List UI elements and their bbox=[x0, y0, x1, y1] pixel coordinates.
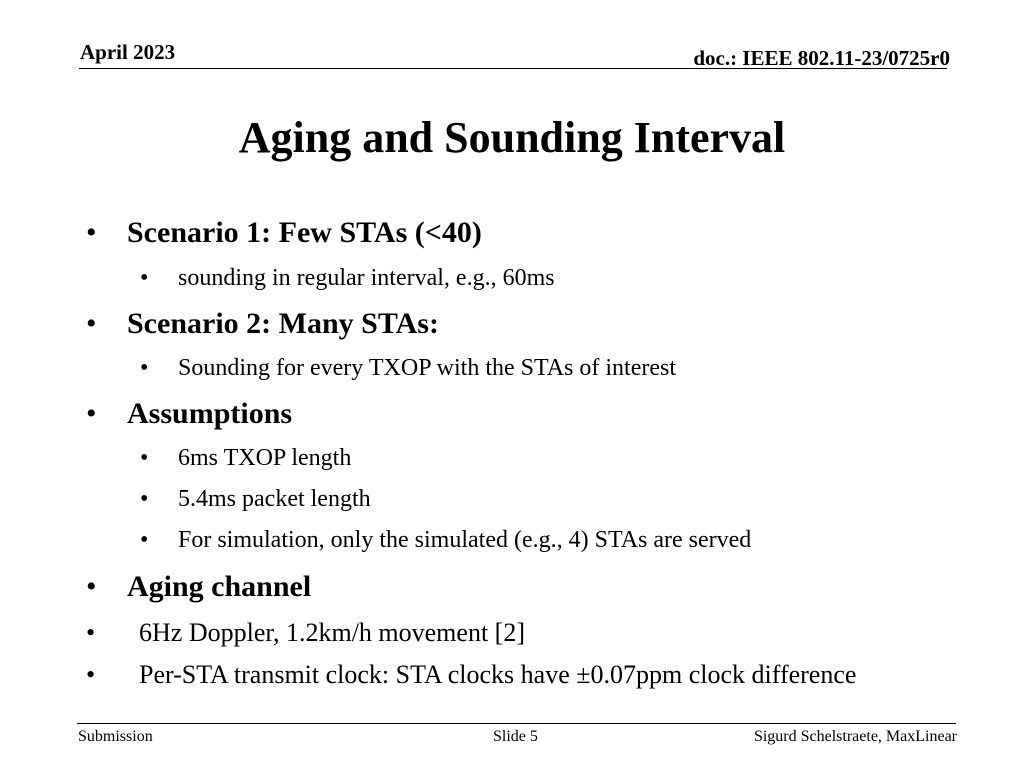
sub-bullet-text: Sounding for every TXOP with the STAs of interest bbox=[178, 355, 677, 381]
sub-bullet-text: sounding in regular interval, e.g., 60ms bbox=[178, 265, 555, 291]
bullet-icon: • bbox=[140, 355, 149, 381]
bullet-text: Aging channel bbox=[127, 570, 312, 603]
sub-bullet-text: 6ms TXOP length bbox=[178, 445, 352, 471]
bullet-text: Assumptions bbox=[127, 397, 293, 430]
footer-submission: Submission bbox=[78, 728, 153, 745]
sub-bullet-text: For simulation, only the simulated (e.g., 4) STAs are served bbox=[178, 527, 752, 553]
bullet-icon: • bbox=[140, 265, 149, 291]
bullet-icon: • bbox=[86, 307, 97, 340]
bullet-icon: • bbox=[140, 445, 149, 471]
header-doc-id: doc.: IEEE 802.11-23/0725r0 bbox=[693, 46, 950, 70]
header-divider bbox=[79, 68, 947, 69]
bullet-icon: • bbox=[86, 660, 96, 689]
footer-author: Sigurd Schelstraete, MaxLinear bbox=[753, 728, 957, 745]
footer-slide-number: Slide 5 bbox=[493, 728, 538, 745]
bullet-icon: • bbox=[86, 397, 97, 430]
sub-bullet-text: 5.4ms packet length bbox=[178, 486, 371, 512]
bullet-icon: • bbox=[86, 618, 96, 647]
bullet-icon: • bbox=[140, 527, 149, 553]
bullet-text: Scenario 2: Many STAs: bbox=[127, 307, 439, 340]
bullet-icon: • bbox=[86, 216, 97, 249]
bullet-text: Per-STA transmit clock: STA clocks have ±0.07ppm clock difference bbox=[139, 660, 857, 689]
header-date: April 2023 bbox=[80, 40, 176, 64]
bullet-text: 6Hz Doppler, 1.2km/h movement [2] bbox=[139, 618, 525, 647]
footer-divider bbox=[77, 723, 956, 724]
bullet-icon: • bbox=[140, 486, 149, 512]
bullet-icon: • bbox=[86, 570, 97, 603]
bullet-text: Scenario 1: Few STAs (<40) bbox=[127, 216, 482, 249]
slide-title: Aging and Sounding Interval bbox=[238, 113, 786, 162]
